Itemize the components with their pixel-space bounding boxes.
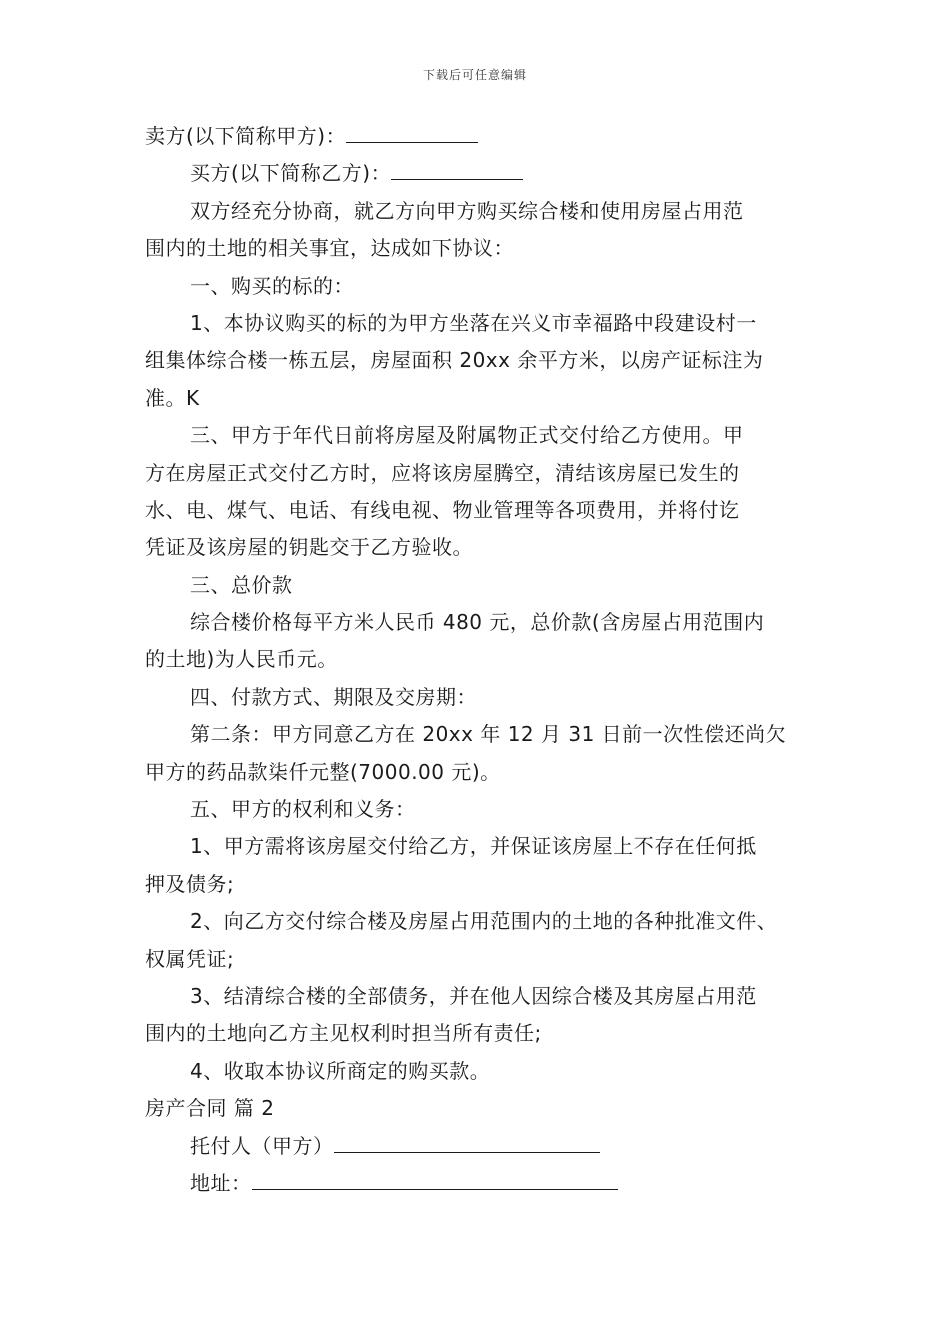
address-field xyxy=(145,1165,809,1202)
section-5-item-4: 4、收取本协议所商定的购买款。 xyxy=(190,1058,491,1083)
intro-line: 围内的土地的相关事宜，达成如下协议： xyxy=(145,236,514,261)
paragraph-line: 的土地)为人民币元。 xyxy=(145,647,338,672)
paragraph-line: 围内的土地向乙方主见权利时担当所有责任; xyxy=(145,1021,542,1046)
section-4-title: 四、付款方式、期限及交房期： xyxy=(190,684,477,709)
section-3-delivery xyxy=(145,417,809,567)
paragraph-line: 权属凭证; xyxy=(145,946,235,971)
seller-blank xyxy=(346,120,478,143)
paragraph-line: 三、甲方于年代日前将房屋及附属物正式交付给乙方使用。甲 xyxy=(190,423,744,448)
paragraph-line: 综合楼价格每平方米人民币 480 元，总价款(含房屋占用范围内 xyxy=(190,610,765,635)
principal-blank xyxy=(334,1130,600,1153)
document-body xyxy=(145,118,809,1202)
paragraph-line: 方在房屋正式交付乙方时，应将该房屋腾空，清结该房屋已发生的 xyxy=(145,460,740,485)
buyer-label: 买方(以下简称乙方)： xyxy=(190,161,392,186)
paragraph-line: 1、甲方需将该房屋交付给乙方，并保证该房屋上不存在任何抵 xyxy=(190,834,757,859)
address-label: 地址： xyxy=(190,1170,252,1195)
paragraph-line: 准。K xyxy=(145,385,200,410)
buyer-field xyxy=(145,155,809,192)
paragraph-line: 组集体综合楼一栋五层，房屋面积 20xx 余平方米，以房产证标注为 xyxy=(145,348,764,373)
seller-label: 卖方(以下简称甲方)： xyxy=(145,124,347,148)
section-1-item-1 xyxy=(145,305,809,417)
paragraph-line: 凭证及该房屋的钥匙交于乙方验收。 xyxy=(145,535,473,560)
section-4-body xyxy=(145,716,809,791)
paragraph-line: 第二条：甲方同意乙方在 20xx 年 12 月 31 日前一次性偿还尚欠 xyxy=(190,722,787,747)
buyer-blank xyxy=(391,157,523,180)
paragraph-line: 1、本协议购买的标的为甲方坐落在兴义市幸福路中段建设村一 xyxy=(190,310,757,335)
intro-line: 双方经充分协商，就乙方向甲方购买综合楼和使用房屋占用范 xyxy=(190,198,744,223)
paragraph-line: 甲方的药品款柒仟元整(7000.00 元)。 xyxy=(145,759,501,784)
intro-paragraph xyxy=(145,193,809,268)
section-3-body xyxy=(145,604,809,679)
paragraph-line: 水、电、煤气、电话、有线电视、物业管理等各项费用，并将付讫 xyxy=(145,497,740,522)
page-header: 下载后可任意编辑 xyxy=(422,68,527,82)
part-2-title: 房产合同 篇 2 xyxy=(145,1096,275,1121)
principal-field xyxy=(145,1128,809,1165)
section-5-title: 五、甲方的权利和义务： xyxy=(190,797,416,822)
section-5-item-3 xyxy=(145,978,809,1053)
section-1-title: 一、购买的标的： xyxy=(190,273,354,298)
seller-field xyxy=(145,118,809,155)
section-5-item-2 xyxy=(145,903,809,978)
section-5-item-1 xyxy=(145,828,809,903)
paragraph-line: 2、向乙方交付综合楼及房屋占用范围内的土地的各种批准文件、 xyxy=(190,909,778,934)
section-3-title: 三、总价款 xyxy=(190,572,293,597)
address-blank xyxy=(252,1167,618,1190)
paragraph-line: 押及债务; xyxy=(145,871,235,896)
principal-label: 托付人（甲方） xyxy=(190,1133,334,1158)
paragraph-line: 3、结清综合楼的全部债务，并在他人因综合楼及其房屋占用范 xyxy=(190,983,757,1008)
